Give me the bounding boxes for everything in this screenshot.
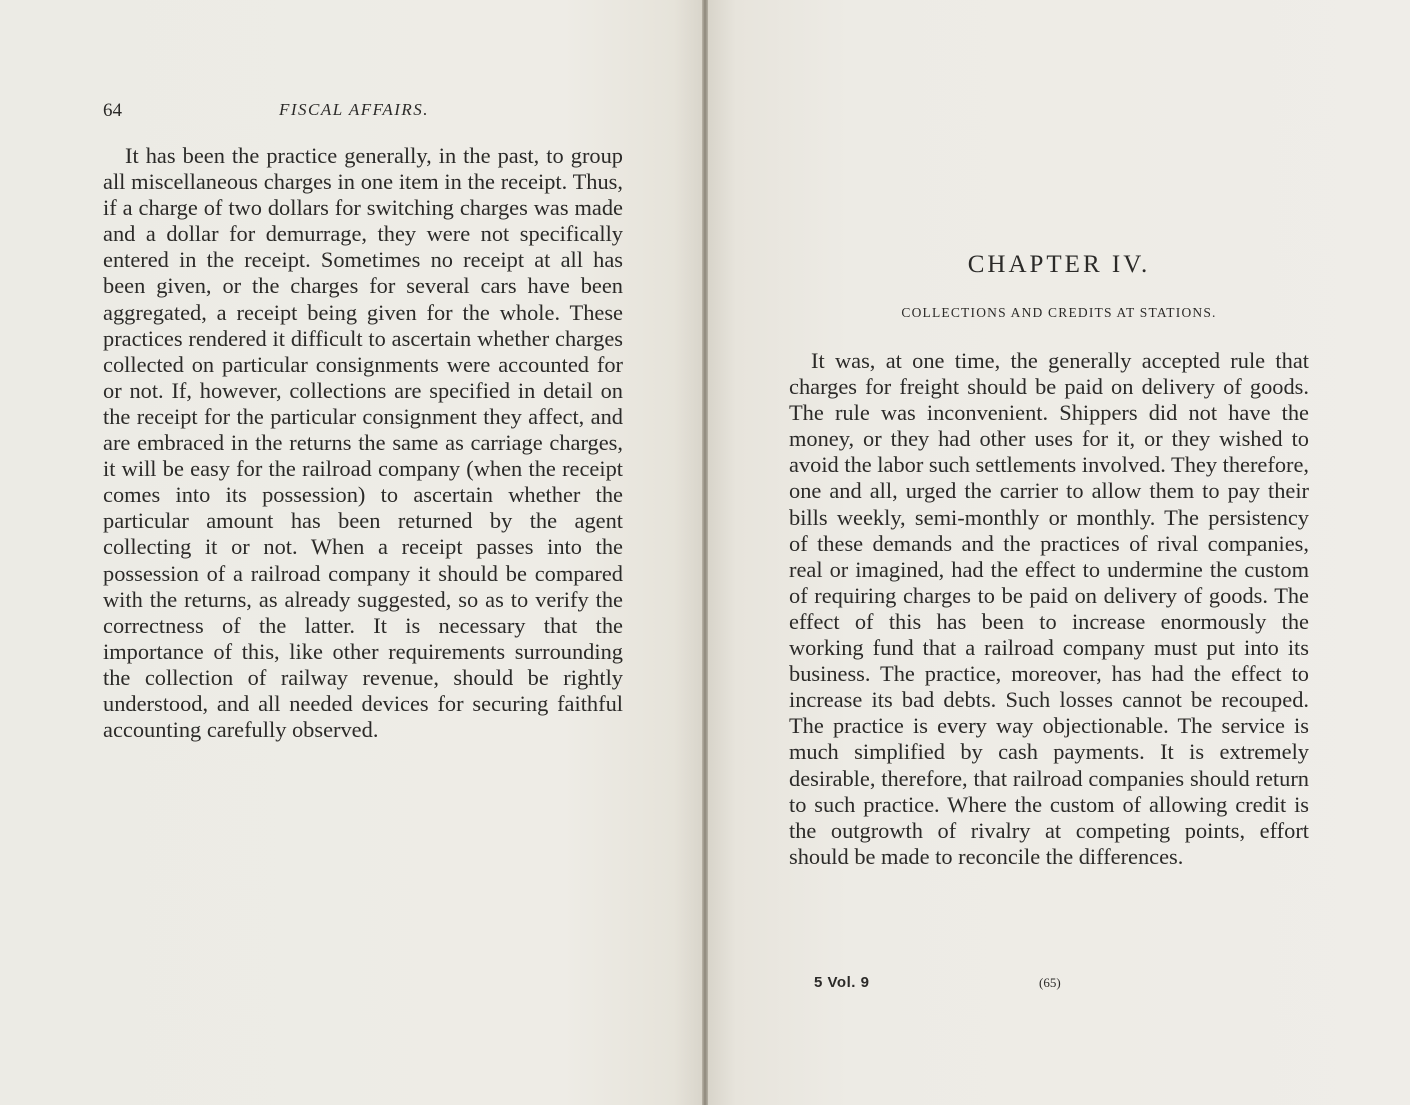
running-title: FISCAL AFFAIRS. <box>279 100 429 119</box>
signature-mark: 5 Vol. 9 <box>814 974 870 991</box>
right-body-text <box>789 348 1309 870</box>
page-number-left: 64 <box>103 100 122 121</box>
right-paragraph: It was, at one time, the generally accepted rule that charges for freight should be paid on delivery of goods. The rule was inconvenient. Shippers did not have the money, or they had other uses for it, or they wished to avoid the labor such settlements involved. They therefore, one and all, urged the carrier to allow them to pay their bills weekly, semi-monthly or monthly. The persistency of these demands and the practices of rival companies, real or imagined, had the effect to undermine the custom of requiring charges to be paid on delivery of goods. The effect of this has been to increase enormously the working fund that a railroad company must put into its business. The practice, moreover, has had the effect to increase its bad debts. Such losses cannot be recouped. The practice is every way objectionable. The service is much simplified by cash payments. It is extremely desirable, therefore, that railroad companies should return to such practice. Where the custom of allowing credit is the outgrowth of rivalry at competing points, effort should be made to reconcile the differences. <box>789 348 1310 869</box>
page-number-right: (65) <box>1039 975 1061 990</box>
running-head <box>103 100 623 124</box>
left-body-text <box>103 143 623 743</box>
chapter-subtitle: COLLECTIONS AND CREDITS AT STATIONS. <box>901 305 1217 320</box>
left-paragraph: It has been the practice generally, in the past, to group all miscellaneous charges in one item in the receipt. Thus, if a charge of two dollars for switching charges was made and a dollar for demurrage, they were not specifically entered in the receipt. Sometimes no receipt at all has been given, or the charges for several cars have been aggregated, a receipt being given for the whole. These practices rendered it difficult to ascertain whether charges collected on particular consignments were accounted for or not. If, however, collections are specified in detail on the receipt for the particular consignment they affect, and are embraced in the returns the same as carriage charges, it will be easy for the railroad company (when the receipt comes into its possession) to ascertain whether the particular amount has been returned by the agent collecting it or not. When a receipt passes into the possession of a railroad company it should be compared with the returns, as already suggested, so as to verify the correctness of the latter. It is necessary that the importance of this, like other requirements surrounding the collection of railway revenue, should be rightly understood, and all needed devices for securing faithful accounting carefully observed. <box>103 143 623 743</box>
chapter-title: CHAPTER IV. <box>967 251 1151 278</box>
